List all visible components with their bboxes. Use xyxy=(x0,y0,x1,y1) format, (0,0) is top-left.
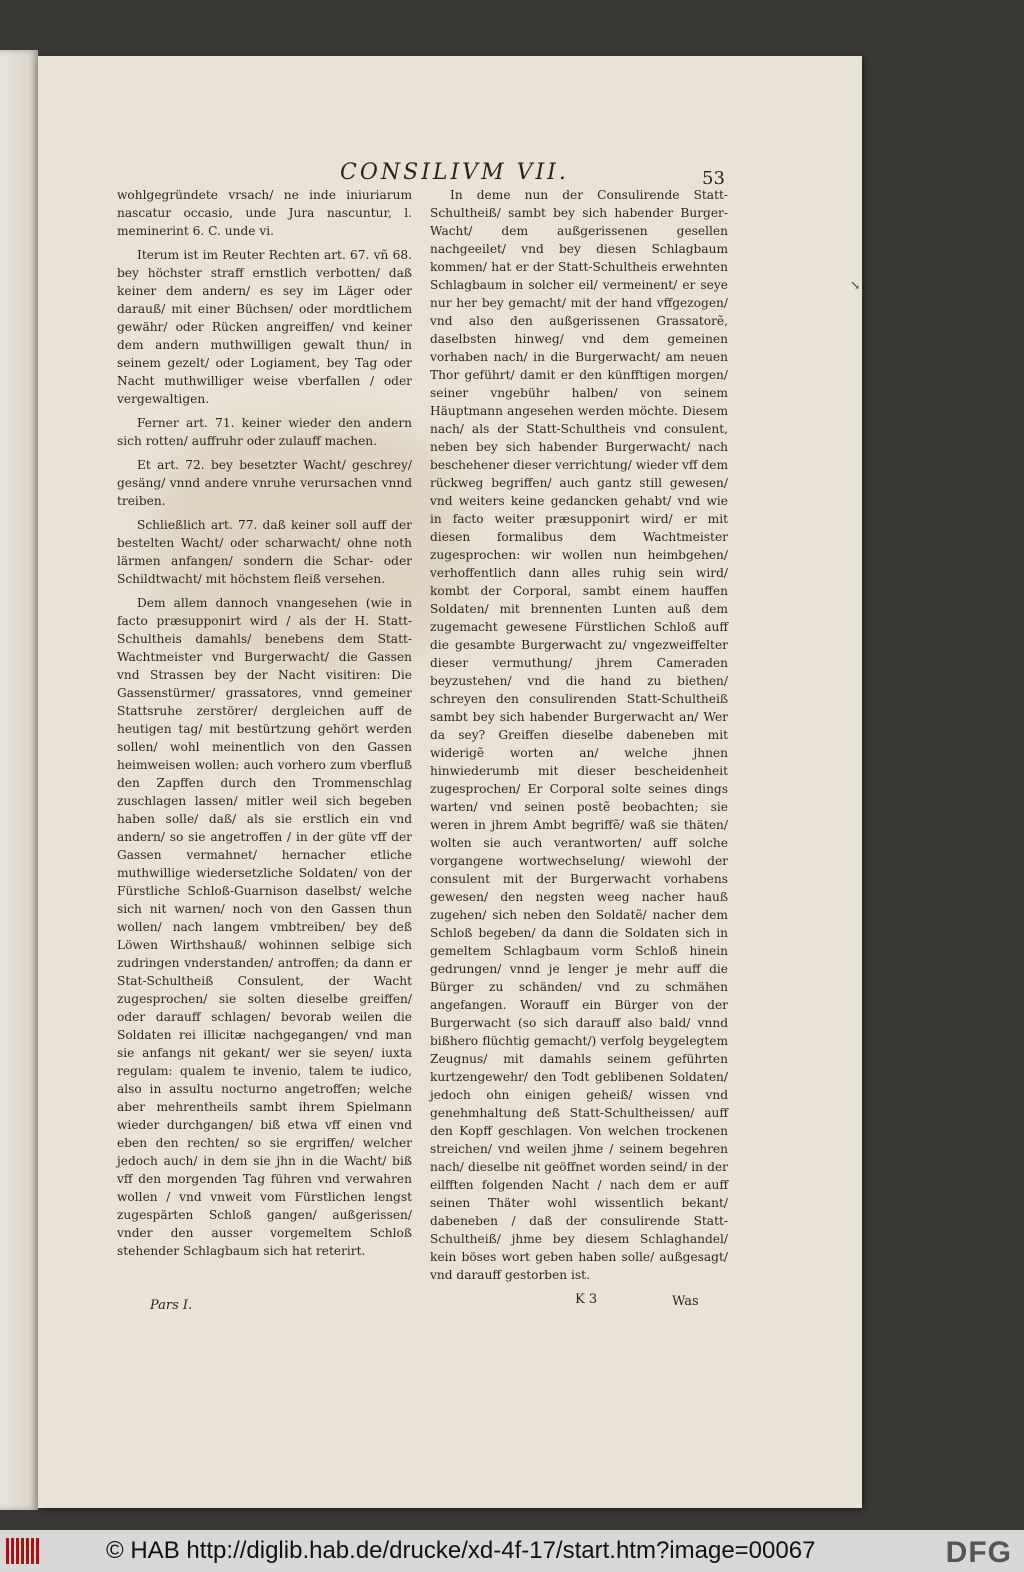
signature-mark: K 3 xyxy=(575,1292,598,1307)
paragraph: Schließlich art. 77. daß keiner soll auff der bestelten Wacht/ oder scharwacht/ ohne noth lärmen anfangen/ sondern die Schar- oder Schildtwacht/ mit höchstem fleiß versehen. xyxy=(117,518,412,586)
library-logo-icon xyxy=(6,1536,46,1566)
paragraph: Et art. 72. bey besetzter Wacht/ geschrey/ gesäng/ vnnd andere vnruhe verursachen vnnd treiben. xyxy=(117,458,412,508)
right-text-column xyxy=(430,186,728,1290)
paragraph: Ferner art. 71. keiner wieder den andern sich rotten/ auffruhr oder zulauff machen. xyxy=(117,416,412,448)
paragraph: Iterum ist im Reuter Rechten art. 67. vñ 68. bey höchster straff ernstlich verbotten/ daß keiner dem andern/ es sey im Läger oder darauß/ mit einer Büchsen/ oder mordtlichem gewähr/ oder Rücken angreiffen/ vnd keiner dem andern muthwilligen gewalt thun/ in seinem gezelt/ oder Logiament, bey Tag oder Nacht muthwilliger weise vberfallen / oder vergewaltigen. xyxy=(117,248,412,406)
catchword: Was xyxy=(672,1294,699,1309)
left-text-column xyxy=(117,186,412,1266)
page-number: 53 xyxy=(702,168,725,189)
dfg-logo: DFG xyxy=(945,1536,1012,1569)
running-title: CONSILIVM VII. xyxy=(340,160,569,185)
paragraph: Dem allem dannoch vnangesehen (wie in facto præsupponirt wird / als der H. Statt-Schultheis damahls/ benebens dem Statt-Wachtmeister vnd Burgerwacht/ die Gassen vnd Strassen bey der Nacht visitiren: Die Gassenstürmer/ grassatores, vnnd gemeiner Stattsruhe zerstörer/ dergleichen auff de heutigen tag/ mit bestürtzung gehört werden sollen/ wohl meinentlich von den Gassen heimweisen wollen: auch vorhero zum vberfluß den Zapffen durch den Trommenschlag zuschlagen lassen/ mitler weil sich begeben haben solle/ daß/ als sie erstlich ein vnd andern/ so sie angetroffen / in der güte vff der Gassen vermahnet/ hernacher etliche muthwillige wiedersetzliche Soldaten/ von der Fürstliche Schloß-Guarnison daselbst/ welche sich nit warnen/ noch von den Gassen thun wollen/ nach langem vmbtreiben/ bey deß Löwen Wirthshauß/ wohinnen selbige sich zudringen vnderstanden/ antroffen; da dann er Stat-Schultheiß Consulent, der Wacht zugesprochen/ sie solten dieselbe greiffen/ oder darauff schlagen/ bevorab weilen die Soldaten rei illicitæ nachgegangen/ vnd man sie anfangs nit gekant/ wer sie seyen/ iuxta regulam: qualem te invenio, talem te iudico, also in assultu nocturno angetroffen; welche aber mehrentheils sambt ihrem Spielmann wieder durchgangen/ biß etwa vff einen vnd eben den rechten/ so sie ergriffen/ welcher jedoch auch/ in dem sie jhn in die Wacht/ biß vff den morgenden Tag führen vnd verwahren wollen / vnd vnweit vom Fürstlichen lengst zugespärten Schloß gangen/ außgerissen/ vnder den ausser vorgemeltem Schloß stehender Schlagbaum sich hat reterirt. xyxy=(117,596,412,1258)
paragraph: wohlgegründete vrsach/ ne inde iniuriarum nascatur occasio, unde Jura nascuntur, l. meminerint 6. C. unde vi. xyxy=(117,188,412,238)
margin-mark: ↘ xyxy=(850,278,861,292)
part-label: Pars I. xyxy=(150,1298,193,1313)
paragraph: In deme nun der Consulirende Statt-Schultheiß/ sambt bey sich habender Burger-Wacht/ dem außgerissenen gesellen nachgeeilet/ vnd bey diesen Schlagbaum kommen/ hat er der Statt-Schultheis erwehnten Schlagbaum in solcher eil/ vermeinent/ er seye nur her bey gemacht/ mit der hand vffgezogen/ vnd also den außgerissenen Grassatorẽ, daselbsten hinweg/ vnd dem gemeinen vorhaben nach/ in die Burgerwacht/ am neuen Thor geführt/ damit er den künfftigen morgen/ seiner vngebühr halben/ von seinem Häuptmann angesehen werden möchte. Diesem nach/ als der Statt-Schultheis vnd consulent, neben bey sich habender Burgerwacht/ nach beschehener dieser verrichtung/ wieder vff dem rückweg begriffen/ auch gantz still gewesen/ vnd weiters keine gedancken gehabt/ vnd wie in facto weiter præsupponirt wird/ er mit diesen formalibus dem Wachtmeister zugesprochen: wir wollen nun heimbgehen/ verhoffentlich dann alles ruhig sein wird/ kombt der Corporal, sambt einem hauffen Soldaten/ mit brennenten Lunten auß dem zugemacht gewesene Fürstlichen Schloß auff die gesambte Burgerwacht zu/ vngezweiffelter dieser vermuthung/ jhrem Cameraden beyzustehen/ vnd die hand zu biethen/ schreyen den consulirenden Statt-Schultheiß sambt bey sich habender Burgerwacht an/ Wer da sey? Greiffen dieselbe dabeneben mit widerigẽ worten an/ welche jhnen hinwiederumb mit dieser bescheidenheit zugesprochen/ Er Corporal solte seines dings warten/ vnd seinen postẽ beobachten; sie weren in jhrem Ambt begriffẽ/ waß sie thäten/ wolten sie auch verantworten/ auff solche vorgangene wortwechselung/ wiewohl der consulent mit der Burgerwacht vorhabens gewesen/ den negsten weeg nacher hauß zugehen/ sich neben den Soldatẽ/ nacher dem Schloß begeben/ da dann die Soldaten sich in gemeltem Schlagbaum vorm Schloß hinein gedrungen/ vnnd je lenger je mehr auff die Bürger zu schänden/ vnd zu schmähen angefangen. Worauff ein Bürger von der Burgerwacht (so sich darauff also bald/ vnnd bißhero flüchtig gemacht/) verfolg beygelegtem Zeugnus/ mit damahls seinem geführten kurtzengewehr/ den Todt geblibenen Soldaten/ jedoch ohn einigen geheiß/ wissen vnd genehmhaltung deß Statt-Schultheissen/ auff den Kopff geschlagen. Von welchen trockenen streichen/ vnd weilen jhme / seinem begehren nach/ dieselbe nit geöffnet worden seind/ in der eilfften folgenden Nacht / nach dem er auff seinen Thäter wohl wissentlich bekant/ dabeneben / daß der consulirende Statt-Schultheiß/ jhme bey diesem Schlaghandel/ kein böses wort geben haben solle/ außgesagt/ vnd darauff gestorben ist. xyxy=(430,188,729,1282)
previous-page-edge xyxy=(0,50,38,1510)
attribution-bar xyxy=(0,1530,1024,1572)
attribution-link[interactable]: © HAB http://diglib.hab.de/drucke/xd-4f-17/start.htm?image=00067 xyxy=(106,1537,816,1564)
